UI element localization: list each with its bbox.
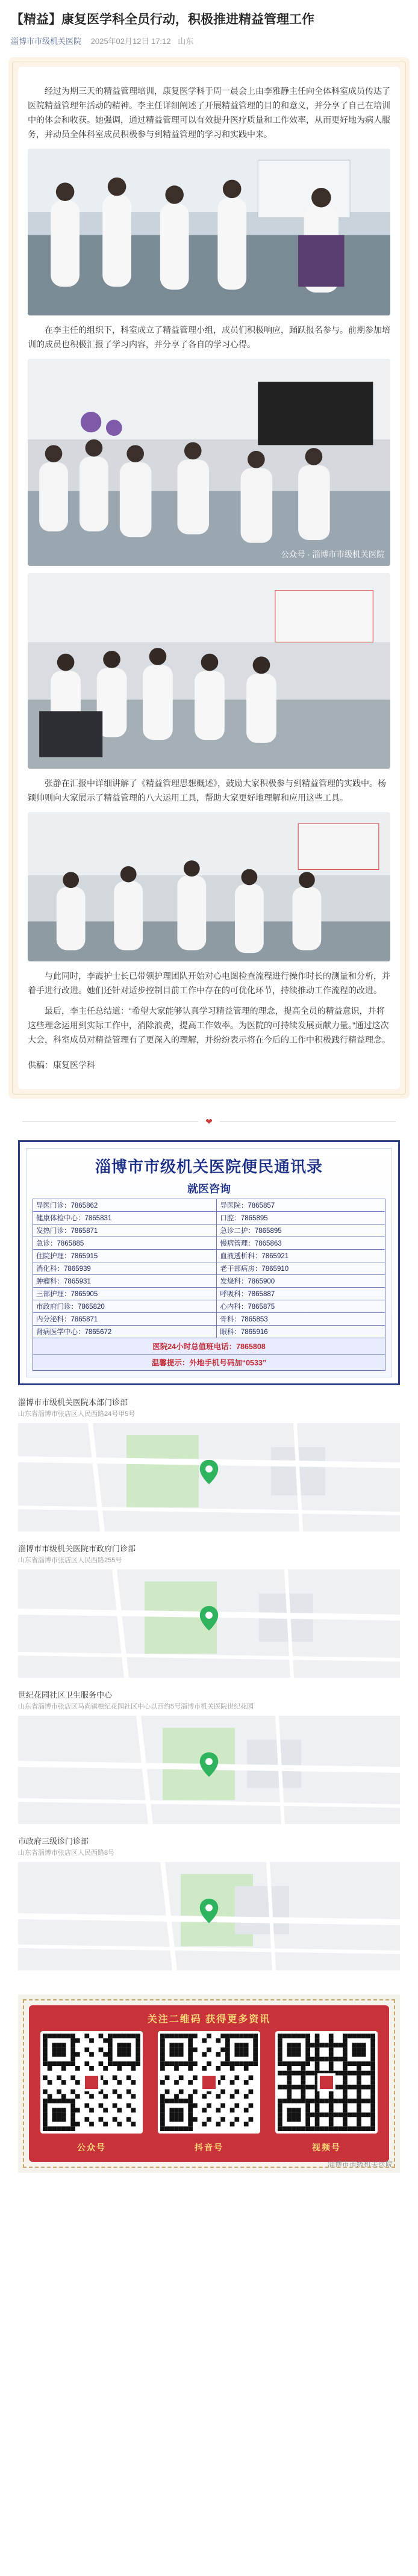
qr-label: 抖音号 xyxy=(195,2143,223,2153)
location-item[interactable] xyxy=(18,1835,400,1970)
location-list xyxy=(0,1396,418,1970)
directory-cell: 内分泌科：7865871 xyxy=(33,1313,217,1326)
article-body xyxy=(18,67,400,1089)
directory-row xyxy=(33,1237,385,1250)
directory-row xyxy=(33,1224,385,1237)
directory-subtitle: 就医咨询 xyxy=(187,1183,231,1196)
location-map[interactable] xyxy=(18,1862,400,1970)
directory-cell: 住院护理：7865915 xyxy=(33,1250,217,1262)
location-address: 山东省淄博市张店区人民西路255号 xyxy=(18,1557,122,1565)
directory-panel xyxy=(26,1148,392,1377)
article-header xyxy=(0,0,418,52)
directory-cell: 眼科：7865916 xyxy=(217,1326,385,1338)
meeting-photo-image xyxy=(28,812,390,961)
footer-watermark: 淄博市市级机关医院 xyxy=(327,2160,393,2169)
paragraph-3: 张静在汇报中详细讲解了《精益管理思想概述》，鼓励大家积极参与到精益管理的实践中。杨颖帅则向大家展示了精益管理的八大运用工具，帮助大家更好地理解和应用这些工具。 xyxy=(28,778,386,802)
directory-cell: 老干部病房：7865910 xyxy=(217,1262,385,1275)
directory-row xyxy=(33,1313,385,1326)
directory-cell: 市政府门诊：7865820 xyxy=(33,1300,217,1313)
meeting-photo-image xyxy=(28,359,390,566)
directory-cell: 发烧科：7865900 xyxy=(217,1275,385,1288)
directory-cell: 肿瘤科：7865931 xyxy=(33,1275,217,1288)
directory-row xyxy=(33,1262,385,1275)
directory-cell: 心内科：7865875 xyxy=(217,1300,385,1313)
directory-cell: 导医门诊：7865862 xyxy=(33,1199,217,1212)
photo-meeting-4[interactable] xyxy=(28,812,390,961)
directory-cell: 肾病医学中心：7865672 xyxy=(33,1326,217,1338)
qr-label: 公众号 xyxy=(77,2143,106,2153)
directory-cell: 发热门诊：7865871 xyxy=(33,1224,217,1237)
paragraph-4: 与此同时，李霞护士长已带领护理团队开始对心电图检查流程进行操作时长的测量和分析，并着手进行改进。她们还针对适步控制目前工作中存在的可优化环节，持续推动工作流程的改进。 xyxy=(28,971,390,996)
directory-cell: 口腔：7865895 xyxy=(217,1212,385,1224)
photo-watermark: 公众号 · 淄博市市级机关医院 xyxy=(281,550,385,559)
paragraph-2: 在李主任的组织下，科室成立了精益管理小组，成员们积极响应，踊跃报名参与。前期参加培训的成员也积极汇报了学习内容，并分享了各自的学习心得。 xyxy=(28,325,390,350)
location-map[interactable] xyxy=(18,1423,400,1532)
directory-cell: 三部护理：7865905 xyxy=(33,1288,217,1300)
qr-card[interactable] xyxy=(272,2031,381,2153)
heart-icon: ❤ xyxy=(205,1117,213,1127)
directory-row xyxy=(33,1250,385,1262)
location-address: 山东省淄博市张店区人民西路8号 xyxy=(18,1849,115,1857)
directory-cell: 急诊二护：7865895 xyxy=(217,1224,385,1237)
directory-cell: 骨科：7865853 xyxy=(217,1313,385,1326)
paragraph-1: 经过为期三天的精益管理培训，康复医学科于周一晨会上由李雅静主任向全体科室成员传达了医院精益管理年活动的精神。李主任详细阐述了开展精益管理的目的和意义，并分享了自己在培训中的体会和收获。她强调，通过精益管理可以有效提升医疗质量和工作效率，从而更好地为病人服务，并动员全体科室成员积极参与到精益管理的学习和实践中来。 xyxy=(28,86,390,139)
location-map[interactable] xyxy=(18,1716,400,1824)
qr-label: 视频号 xyxy=(312,2143,341,2153)
directory-cell: 健康体检中心：7865831 xyxy=(33,1212,217,1224)
publish-location: 山东 xyxy=(178,37,194,46)
qr-card[interactable] xyxy=(155,2031,263,2153)
directory-row xyxy=(33,1326,385,1338)
location-address: 山东省淄博市张店区人民西路24号甲5号 xyxy=(18,1411,136,1418)
map-pin-icon xyxy=(199,1752,219,1778)
location-address: 山东省淄博市张店区马尚镇樵纪花园社区中心以西约5号淄博市机关医院世纪花园 xyxy=(18,1703,254,1711)
qr-code-icon xyxy=(275,2031,378,2134)
directory-cell: 消化科：7865939 xyxy=(33,1262,217,1275)
qr-heading: 关注二维码 获得更多资讯 xyxy=(147,2014,271,2025)
directory-row xyxy=(33,1212,385,1224)
directory-cell: 呼吸科：7865887 xyxy=(217,1288,385,1300)
directory-row xyxy=(33,1300,385,1313)
location-item[interactable] xyxy=(18,1396,400,1532)
qr-card[interactable] xyxy=(37,2031,146,2153)
qr-section xyxy=(18,1994,400,2173)
directory-cell: 慢病管理：7865863 xyxy=(217,1237,385,1250)
directory-cell: 血液透析科：7865921 xyxy=(217,1250,385,1262)
notice-text: 温馨提示：外地手机号码加“0533” xyxy=(33,1355,385,1371)
directory-row xyxy=(33,1275,385,1288)
photo-meeting-1[interactable] xyxy=(28,149,390,315)
map-pin-icon xyxy=(199,1606,219,1632)
publish-date: 2025年02月12日 17:12 xyxy=(90,37,171,46)
qr-code-icon xyxy=(40,2031,143,2134)
directory-cell: 导医院：7865857 xyxy=(217,1199,385,1212)
qr-frame xyxy=(29,2005,389,2162)
directory-title: 淄博市市级机关医院便民通讯录 xyxy=(95,1158,323,1177)
map-pin-icon xyxy=(199,1898,219,1925)
article-meta xyxy=(11,35,407,46)
directory-row xyxy=(33,1288,385,1300)
section-divider xyxy=(22,1117,396,1127)
directory-row xyxy=(33,1199,385,1212)
account-name-link[interactable]: 淄博市市级机关医院 xyxy=(11,37,82,46)
location-map[interactable] xyxy=(18,1569,400,1678)
location-item[interactable] xyxy=(18,1542,400,1678)
article-title: 【精益】康复医学科全员行动，积极推进精益管理工作 xyxy=(11,13,314,26)
directory-table xyxy=(33,1199,385,1338)
meeting-photo-image xyxy=(28,149,390,315)
contact-directory xyxy=(18,1140,400,1385)
location-name: 市政府三级诊门诊部 xyxy=(18,1837,89,1846)
location-name: 淄博市市级机关医院市政府门诊部 xyxy=(18,1544,136,1554)
photo-meeting-3[interactable] xyxy=(28,573,390,769)
meeting-photo-image xyxy=(28,573,390,769)
map-pin-icon xyxy=(199,1459,219,1486)
article-frame xyxy=(8,57,410,1099)
signature: 供稿：康复医学科 xyxy=(28,1060,95,1070)
qr-row xyxy=(37,2031,381,2153)
location-name: 淄博市市级机关医院本部门诊部 xyxy=(18,1398,128,1407)
directory-cell: 急诊：7865885 xyxy=(33,1237,217,1250)
location-name: 世纪花园社区卫生服务中心 xyxy=(18,1690,113,1700)
photo-meeting-2[interactable] xyxy=(28,359,390,566)
paragraph-5: 最后，李主任总结道：“希望大家能够认真学习精益管理的理念，提高全员的精益意识，并将这些理念运用到实际工作中，消除浪费，提高工作效率。为医院的可持续发展贡献力量。”通过这次大会，科室成员对精益管理有了更深入的理解，并纷纷表示将在今后的工作中积极践行精益理念。 xyxy=(28,1006,390,1045)
qr-code-icon xyxy=(158,2031,260,2134)
location-item[interactable] xyxy=(18,1689,400,1824)
hotline-text: 医院24小时总值班电话：7865808 xyxy=(33,1338,385,1355)
